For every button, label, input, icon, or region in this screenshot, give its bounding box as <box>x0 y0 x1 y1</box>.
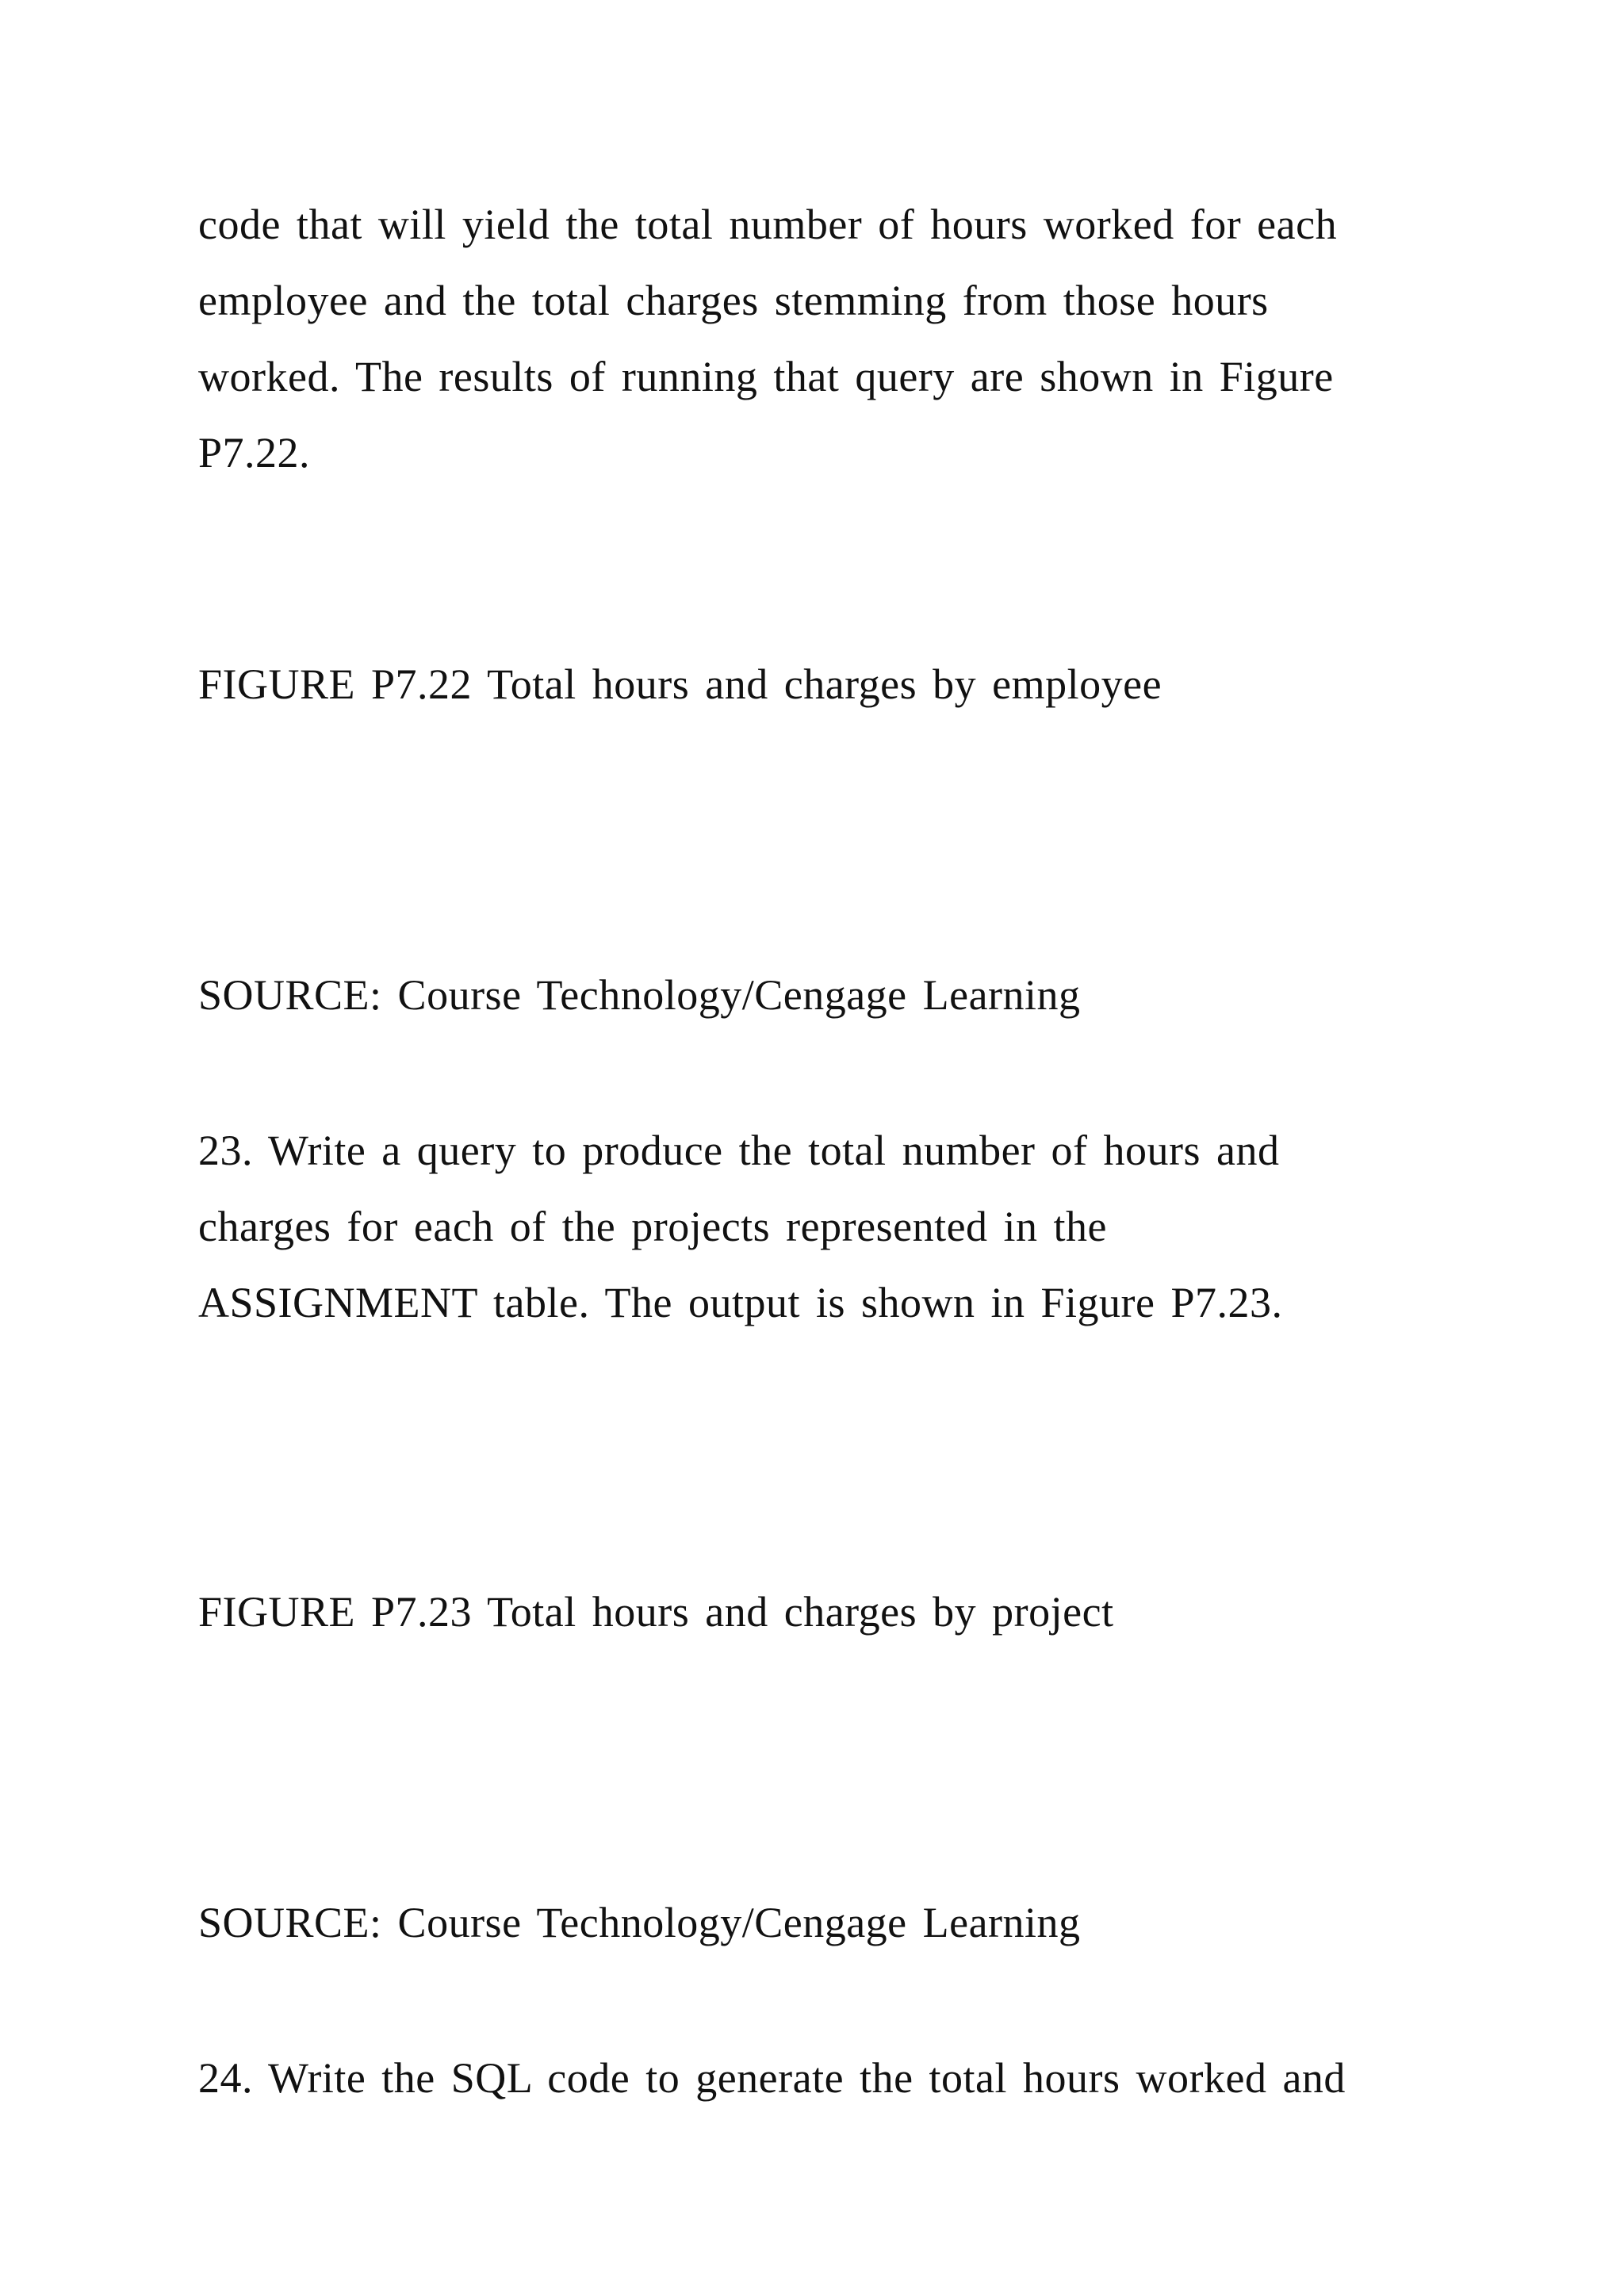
question-line: 23. Write a query to produce the total number of hours and <box>198 1127 1280 1174</box>
figure-source: SOURCE: Course Technology/Cengage Learning <box>198 971 1081 1019</box>
paragraph-line: worked. The results of running that query are shown in Figure <box>198 353 1334 400</box>
paragraph-line: code that will yield the total number of hours worked for each <box>198 201 1338 248</box>
figure-source: SOURCE: Course Technology/Cengage Learning <box>198 1899 1081 1946</box>
paragraph-line: P7.22. <box>198 429 311 476</box>
figure-caption: FIGURE P7.23 Total hours and charges by project <box>198 1588 1114 1636</box>
figure-caption: FIGURE P7.22 Total hours and charges by employee <box>198 660 1162 708</box>
question-line: 24. Write the SQL code to generate the total hours worked and <box>198 2054 1346 2102</box>
question-line: ASSIGNMENT table. The output is shown in Figure P7.23. <box>198 1279 1283 1326</box>
paragraph-line: employee and the total charges stemming from those hours <box>198 277 1269 324</box>
question-line: charges for each of the projects represented in the <box>198 1203 1108 1250</box>
